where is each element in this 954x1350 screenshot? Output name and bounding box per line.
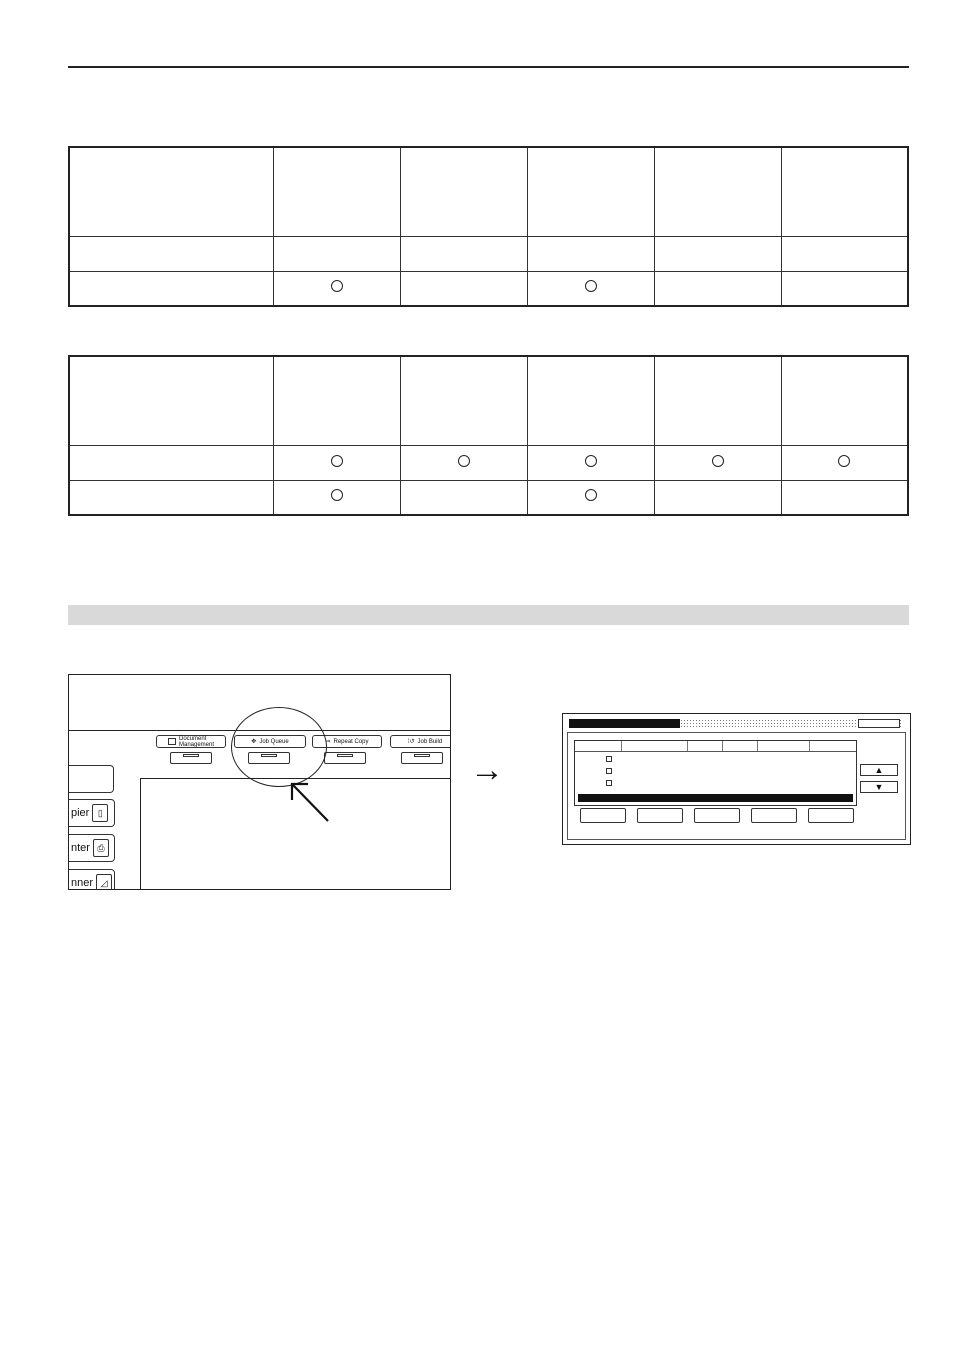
circle-mark-icon bbox=[838, 455, 850, 467]
screen-title-bar bbox=[569, 719, 680, 728]
compatibility-table-1 bbox=[68, 146, 909, 307]
printer-button[interactable] bbox=[69, 834, 115, 862]
table-cell bbox=[273, 445, 400, 480]
scroll-up-button[interactable]: ▲ bbox=[860, 764, 898, 776]
column-divider bbox=[722, 741, 723, 751]
tab-4[interactable] bbox=[751, 808, 797, 823]
tab-2[interactable] bbox=[637, 808, 683, 823]
copy-job-icon bbox=[606, 756, 612, 762]
table-cell bbox=[400, 480, 527, 515]
document-management-key-label bbox=[156, 735, 226, 748]
highlight-circle bbox=[231, 707, 327, 787]
circle-mark-icon bbox=[331, 455, 343, 467]
job-list-header bbox=[575, 741, 856, 752]
header-cell bbox=[527, 147, 654, 236]
tab-5[interactable] bbox=[808, 808, 854, 823]
header-cell bbox=[69, 147, 273, 236]
job-queue-screen-illustration bbox=[562, 713, 911, 845]
operation-panel-illustration bbox=[68, 674, 451, 890]
table-row bbox=[69, 271, 908, 306]
table-cell bbox=[527, 271, 654, 306]
table-cell bbox=[527, 445, 654, 480]
table-cell bbox=[654, 236, 781, 271]
row-label-cell bbox=[69, 480, 273, 515]
print-job-icon bbox=[606, 768, 612, 774]
repeat-copy-key[interactable] bbox=[324, 752, 366, 764]
circle-mark-icon bbox=[331, 489, 343, 501]
header-cell bbox=[273, 356, 400, 445]
job-list bbox=[574, 740, 857, 806]
table-cell bbox=[781, 445, 908, 480]
circle-mark-icon bbox=[585, 489, 597, 501]
printer-icon: ⎙ bbox=[93, 839, 109, 857]
header-cell bbox=[781, 356, 908, 445]
double-arrow-icon: ⇒ bbox=[325, 738, 331, 745]
copier-icon: ▯ bbox=[92, 804, 108, 822]
row-label-cell bbox=[69, 271, 273, 306]
table-row bbox=[69, 445, 908, 480]
table-cell bbox=[400, 271, 527, 306]
scanner-icon: ◿ bbox=[96, 874, 112, 890]
table-header-row bbox=[69, 147, 908, 236]
circle-mark-icon bbox=[585, 455, 597, 467]
copier-label: pier bbox=[71, 807, 90, 819]
header-cell bbox=[527, 356, 654, 445]
tab-1[interactable] bbox=[580, 808, 626, 823]
header-cell bbox=[400, 356, 527, 445]
job-build-label: Job Build bbox=[417, 738, 443, 745]
table-cell bbox=[527, 236, 654, 271]
header-cell bbox=[781, 147, 908, 236]
row-label-cell bbox=[69, 445, 273, 480]
copier-button[interactable] bbox=[69, 799, 115, 827]
column-divider bbox=[621, 741, 622, 751]
column-divider bbox=[757, 741, 758, 751]
header-cell bbox=[400, 147, 527, 236]
table-cell bbox=[273, 236, 400, 271]
folder-icon bbox=[168, 738, 176, 745]
header-cell bbox=[273, 147, 400, 236]
job-build-key-label bbox=[390, 735, 451, 748]
scroll-down-button[interactable]: ▼ bbox=[860, 781, 898, 793]
close-button[interactable] bbox=[858, 719, 900, 728]
section-heading-bar bbox=[68, 605, 909, 625]
selected-job-row[interactable] bbox=[578, 794, 853, 802]
compatibility-table-2 bbox=[68, 355, 909, 516]
table-cell bbox=[527, 480, 654, 515]
repeat-copy-label: Repeat Copy bbox=[333, 738, 369, 745]
circle-mark-icon bbox=[458, 455, 470, 467]
table-cell bbox=[654, 445, 781, 480]
diamond-arrows-icon: ✥ bbox=[251, 738, 257, 745]
document-management-key[interactable] bbox=[170, 752, 212, 764]
table-cell bbox=[654, 480, 781, 515]
circle-mark-icon bbox=[712, 455, 724, 467]
table-cell bbox=[400, 445, 527, 480]
column-divider bbox=[809, 741, 810, 751]
column-divider bbox=[687, 741, 688, 751]
header-rule bbox=[68, 66, 909, 68]
table-cell bbox=[273, 271, 400, 306]
table-header-row bbox=[69, 356, 908, 445]
table-cell bbox=[654, 271, 781, 306]
table-cell bbox=[273, 480, 400, 515]
table-cell bbox=[400, 236, 527, 271]
document-management-label-line2: Management bbox=[178, 741, 215, 748]
tab-3[interactable] bbox=[694, 808, 740, 823]
side-button-blank[interactable] bbox=[69, 765, 114, 793]
row-label-cell bbox=[69, 236, 273, 271]
pointer-arrow-icon bbox=[284, 778, 344, 838]
job-build-icon: ⁞↺ bbox=[407, 738, 415, 745]
scan-job-icon bbox=[606, 780, 612, 786]
table-row bbox=[69, 480, 908, 515]
scanner-button[interactable] bbox=[69, 869, 115, 890]
header-cell bbox=[654, 147, 781, 236]
right-arrow-icon: → bbox=[470, 751, 504, 789]
circle-mark-icon bbox=[331, 280, 343, 292]
document-management-label-line1: Document bbox=[178, 735, 207, 742]
header-cell bbox=[69, 356, 273, 445]
circle-mark-icon bbox=[585, 280, 597, 292]
job-build-key[interactable] bbox=[401, 752, 443, 764]
scanner-label: nner bbox=[71, 877, 94, 889]
table-cell bbox=[781, 480, 908, 515]
printer-label: nter bbox=[71, 842, 90, 854]
table-cell bbox=[781, 271, 908, 306]
table-row bbox=[69, 236, 908, 271]
header-cell bbox=[654, 356, 781, 445]
job-queue-label: Job Queue bbox=[259, 738, 289, 745]
table-cell bbox=[781, 236, 908, 271]
